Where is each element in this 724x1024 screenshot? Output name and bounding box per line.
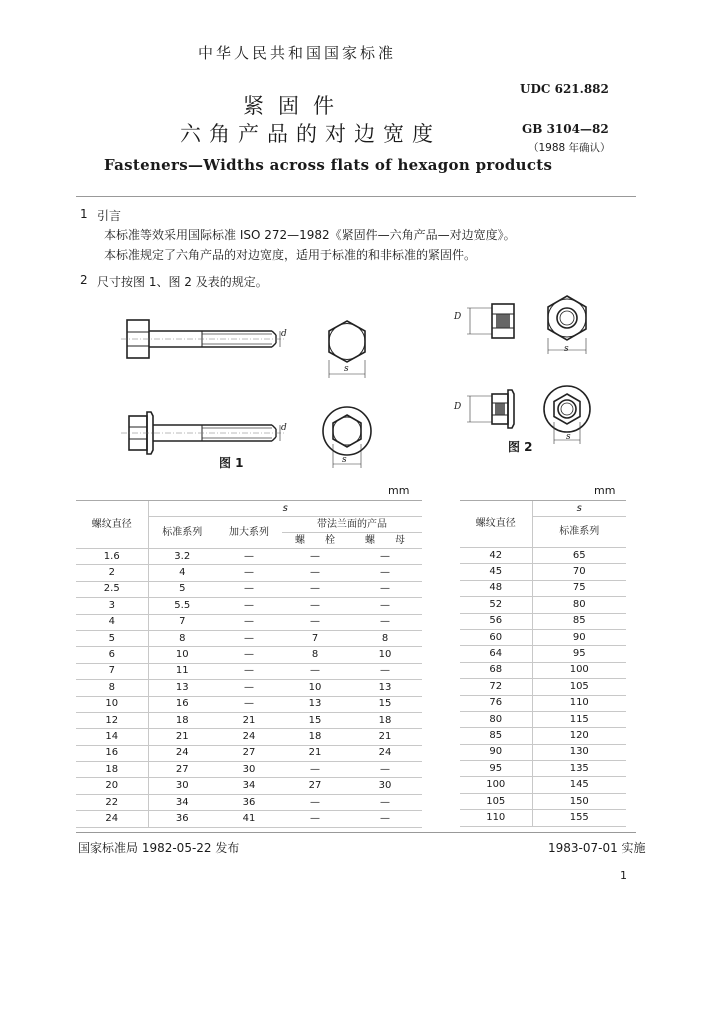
table-row — [76, 729, 422, 745]
figure-2-label-D-bottom: D — [454, 402, 462, 412]
left-header-nut: 螺 母 — [348, 533, 422, 549]
figure-2-nut-side-view — [462, 300, 522, 344]
cell-diameter: 80 — [460, 711, 532, 727]
cell-flanged-bolt: 13 — [282, 696, 348, 712]
cell-diameter: 24 — [76, 811, 148, 827]
table-row — [460, 810, 626, 826]
cell-diameter: 90 — [460, 744, 532, 760]
right-table-unit: mm — [594, 484, 616, 497]
cell-standard: 36 — [148, 811, 216, 827]
table-row — [76, 778, 422, 794]
cell-diameter: 20 — [76, 778, 148, 794]
table-row — [76, 811, 422, 827]
udc-code: UDC 621.882 — [520, 82, 609, 96]
cell-flanged-nut: — — [348, 565, 422, 581]
table-row — [460, 761, 626, 777]
table-row — [76, 794, 422, 810]
cell-flanged-nut: — — [348, 663, 422, 679]
figure-2-caption: 图 2 — [508, 440, 533, 454]
cell-diameter: 5 — [76, 630, 148, 646]
section-2-text: 尺寸按图 1、图 2 及表的规定。 — [97, 275, 268, 289]
figure-1-flanged-hex-end-view — [318, 404, 376, 472]
right-dimension-table — [460, 501, 626, 827]
cell-diameter: 10 — [76, 696, 148, 712]
gb-number: GB 3104—82 — [522, 122, 609, 136]
cell-diameter: 2 — [76, 565, 148, 581]
cell-flanged-bolt: — — [282, 794, 348, 810]
left-dimension-table — [76, 501, 422, 828]
cell-standard: 3.2 — [148, 549, 216, 565]
cell-diameter: 22 — [76, 794, 148, 810]
title-chinese-line2: 六角产品的对边宽度 — [180, 122, 441, 146]
figure-1-bolt-side-view — [120, 316, 290, 362]
cell-diameter: 85 — [460, 728, 532, 744]
cell-diameter: 14 — [76, 729, 148, 745]
cell-diameter: 4 — [76, 614, 148, 630]
cell-flanged-bolt: 8 — [282, 647, 348, 663]
section-1-paragraph-2: 本标准规定了六角产品的对边宽度，适用于标准的和非标准的紧固件。 — [104, 248, 477, 262]
cell-standard: 8 — [148, 630, 216, 646]
cell-standard: 75 — [532, 580, 626, 596]
cell-flanged-bolt: — — [282, 762, 348, 778]
cell-diameter: 2.5 — [76, 581, 148, 597]
table-row — [76, 712, 422, 728]
table-row — [460, 793, 626, 809]
cell-flanged-bolt: 18 — [282, 729, 348, 745]
cell-enlarged: 36 — [216, 794, 282, 810]
cell-flanged-nut: 10 — [348, 647, 422, 663]
cell-flanged-nut: 15 — [348, 696, 422, 712]
cell-standard: 95 — [532, 646, 626, 662]
cell-flanged-nut: — — [348, 581, 422, 597]
cell-enlarged: 24 — [216, 729, 282, 745]
cell-flanged-bolt: — — [282, 811, 348, 827]
section-2-number: 2 — [80, 273, 88, 287]
cell-flanged-nut: — — [348, 549, 422, 565]
table-row — [76, 630, 422, 646]
cell-enlarged: — — [216, 647, 282, 663]
cell-standard: 90 — [532, 629, 626, 645]
figure-1-label-s-top: s — [344, 364, 349, 374]
left-header-s: s — [148, 501, 422, 517]
cell-standard: 24 — [148, 745, 216, 761]
cell-flanged-bolt: — — [282, 598, 348, 614]
table-row — [76, 745, 422, 761]
figure-1-label-d-bottom: d — [281, 423, 287, 433]
cell-diameter: 1.6 — [76, 549, 148, 565]
cell-flanged-bolt: 27 — [282, 778, 348, 794]
cell-standard: 145 — [532, 777, 626, 793]
cell-standard: 18 — [148, 712, 216, 728]
table-row — [76, 565, 422, 581]
table-row — [76, 581, 422, 597]
cell-flanged-nut: — — [348, 614, 422, 630]
cell-standard: 10 — [148, 647, 216, 663]
cell-standard: 130 — [532, 744, 626, 760]
left-table-unit: mm — [388, 484, 410, 497]
cell-enlarged: — — [216, 663, 282, 679]
confirmation-note: （1988 年确认） — [528, 142, 611, 154]
cell-enlarged: — — [216, 680, 282, 696]
cell-diameter: 100 — [460, 777, 532, 793]
right-header-s: s — [532, 501, 626, 517]
cell-enlarged: 21 — [216, 712, 282, 728]
cell-standard: 4 — [148, 565, 216, 581]
cell-flanged-bolt: 21 — [282, 745, 348, 761]
table-row — [460, 613, 626, 629]
cell-diameter: 42 — [460, 548, 532, 564]
cell-standard: 105 — [532, 679, 626, 695]
cell-diameter: 64 — [460, 646, 532, 662]
table-row — [76, 680, 422, 696]
cell-diameter: 18 — [76, 762, 148, 778]
figure-1-caption: 图 1 — [219, 456, 244, 470]
issuing-body: 中华人民共和国国家标准 — [198, 44, 397, 62]
cell-standard: 85 — [532, 613, 626, 629]
cell-standard: 120 — [532, 728, 626, 744]
cell-flanged-bolt: — — [282, 549, 348, 565]
cell-flanged-nut: 30 — [348, 778, 422, 794]
cell-diameter: 3 — [76, 598, 148, 614]
table-row — [460, 662, 626, 678]
cell-flanged-nut: — — [348, 762, 422, 778]
cell-standard: 30 — [148, 778, 216, 794]
cell-diameter: 72 — [460, 679, 532, 695]
cell-diameter: 56 — [460, 613, 532, 629]
cell-flanged-nut: 21 — [348, 729, 422, 745]
table-row — [460, 564, 626, 580]
cell-flanged-bolt: — — [282, 614, 348, 630]
table-row — [460, 695, 626, 711]
cell-enlarged: — — [216, 630, 282, 646]
cell-flanged-bolt: — — [282, 663, 348, 679]
table-row — [460, 548, 626, 564]
cell-standard: 21 — [148, 729, 216, 745]
cell-enlarged: — — [216, 549, 282, 565]
cell-enlarged: 41 — [216, 811, 282, 827]
cell-standard: 16 — [148, 696, 216, 712]
left-header-diameter: 螺纹直径 — [76, 501, 148, 549]
cell-flanged-bolt: 7 — [282, 630, 348, 646]
table-row — [460, 646, 626, 662]
header-divider — [76, 196, 636, 197]
table-row — [76, 598, 422, 614]
cell-standard: 135 — [532, 761, 626, 777]
cell-standard: 27 — [148, 762, 216, 778]
figure-2-label-D-top: D — [454, 312, 462, 322]
title-english: Fasteners—Widths across flats of hexagon products — [104, 156, 553, 174]
cell-enlarged: — — [216, 614, 282, 630]
cell-flanged-bolt: 10 — [282, 680, 348, 696]
section-1-title: 引言 — [97, 209, 122, 223]
table-row — [76, 549, 422, 565]
figure-2-label-s-top: s — [564, 344, 569, 354]
right-header-standard: 标准系列 — [532, 517, 626, 548]
table-row — [460, 777, 626, 793]
cell-diameter: 95 — [460, 761, 532, 777]
table-row — [76, 614, 422, 630]
issue-date: 国家标准局 1982-05-22 发布 — [78, 841, 240, 855]
figure-2-label-s-bottom: s — [566, 432, 571, 442]
cell-standard: 100 — [532, 662, 626, 678]
cell-diameter: 48 — [460, 580, 532, 596]
table-row — [76, 762, 422, 778]
title-chinese-line1: 紧固件 — [243, 94, 348, 118]
cell-diameter: 110 — [460, 810, 532, 826]
left-header-standard: 标准系列 — [148, 517, 216, 549]
footer-divider — [76, 832, 636, 833]
cell-diameter: 7 — [76, 663, 148, 679]
cell-standard: 80 — [532, 597, 626, 613]
left-header-enlarged: 加大系列 — [216, 517, 282, 549]
table-row — [460, 597, 626, 613]
table-row — [460, 744, 626, 760]
cell-standard: 11 — [148, 663, 216, 679]
cell-diameter: 12 — [76, 712, 148, 728]
cell-diameter: 8 — [76, 680, 148, 696]
figure-1-flanged-bolt-side-view — [120, 410, 290, 456]
cell-enlarged: 27 — [216, 745, 282, 761]
cell-diameter: 45 — [460, 564, 532, 580]
cell-standard: 155 — [532, 810, 626, 826]
cell-flanged-nut: 24 — [348, 745, 422, 761]
figure-2-flanged-nut-side-view — [462, 388, 522, 432]
cell-standard: 150 — [532, 793, 626, 809]
cell-flanged-bolt: 15 — [282, 712, 348, 728]
cell-flanged-nut: — — [348, 794, 422, 810]
cell-flanged-nut: 8 — [348, 630, 422, 646]
cell-flanged-nut: — — [348, 598, 422, 614]
cell-diameter: 60 — [460, 629, 532, 645]
cell-diameter: 76 — [460, 695, 532, 711]
cell-flanged-nut: 18 — [348, 712, 422, 728]
cell-enlarged: 30 — [216, 762, 282, 778]
table-row — [460, 629, 626, 645]
cell-enlarged: — — [216, 598, 282, 614]
cell-enlarged: 34 — [216, 778, 282, 794]
cell-enlarged: — — [216, 696, 282, 712]
left-header-flanged: 带法兰面的产品 — [282, 517, 422, 533]
table-row — [76, 663, 422, 679]
cell-diameter: 52 — [460, 597, 532, 613]
cell-flanged-nut: — — [348, 811, 422, 827]
page-number: 1 — [620, 869, 627, 882]
cell-diameter: 105 — [460, 793, 532, 809]
cell-standard: 34 — [148, 794, 216, 810]
table-row — [460, 679, 626, 695]
cell-diameter: 6 — [76, 647, 148, 663]
cell-standard: 70 — [532, 564, 626, 580]
table-row — [76, 696, 422, 712]
section-1-paragraph-1: 本标准等效采用国际标准 ISO 272—1982《紧固件—六角产品—对边宽度》。 — [104, 228, 516, 242]
figure-1-label-d-top: d — [281, 329, 287, 339]
cell-enlarged: — — [216, 581, 282, 597]
table-row — [460, 580, 626, 596]
cell-standard: 5.5 — [148, 598, 216, 614]
right-header-diameter: 螺纹直径 — [460, 501, 532, 548]
table-row — [460, 711, 626, 727]
cell-standard: 7 — [148, 614, 216, 630]
cell-standard: 65 — [532, 548, 626, 564]
cell-flanged-nut: 13 — [348, 680, 422, 696]
cell-standard: 110 — [532, 695, 626, 711]
cell-flanged-bolt: — — [282, 581, 348, 597]
table-row — [460, 728, 626, 744]
table-row — [76, 647, 422, 663]
cell-standard: 5 — [148, 581, 216, 597]
cell-diameter: 68 — [460, 662, 532, 678]
cell-standard: 115 — [532, 711, 626, 727]
cell-standard: 13 — [148, 680, 216, 696]
section-1-number: 1 — [80, 207, 88, 221]
left-header-bolt: 螺 栓 — [282, 533, 348, 549]
figure-1-label-s-bottom: s — [342, 455, 347, 465]
cell-flanged-bolt: — — [282, 565, 348, 581]
cell-enlarged: — — [216, 565, 282, 581]
implementation-date: 1983-07-01 实施 — [548, 841, 646, 855]
cell-diameter: 16 — [76, 745, 148, 761]
